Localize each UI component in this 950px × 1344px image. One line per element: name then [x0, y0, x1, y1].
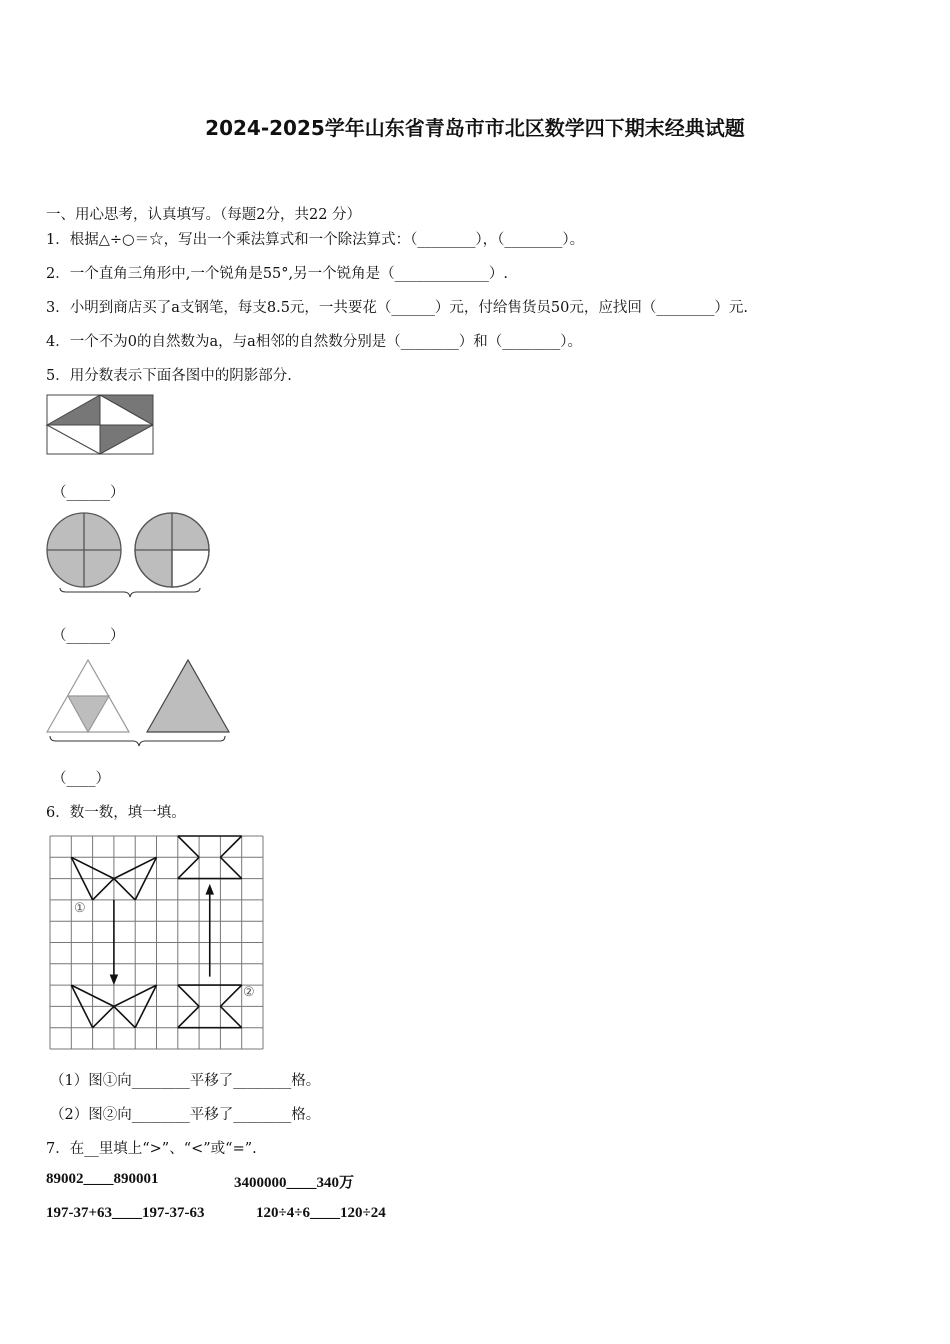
page-title: 2024-2025学年山东省青岛市市北区数学四下期末经典试题	[205, 116, 745, 140]
answer-blank-1[interactable]: （______）	[52, 485, 125, 501]
bowtie-shape	[220, 1006, 241, 1027]
bowtie-shape	[178, 857, 199, 878]
bowtie-shape	[178, 985, 199, 1006]
butterfly-shape	[93, 1006, 114, 1027]
triangles-figure	[47, 660, 229, 746]
question-1: 1．根据△÷○＝☆，写出一个乘法算式和一个除法算式：（________），（________）。	[46, 232, 585, 248]
butterfly-shape	[114, 879, 135, 900]
circles-figure	[47, 513, 209, 597]
arrow-head-icon	[110, 974, 119, 985]
answer-blank-2[interactable]: （______）	[52, 628, 125, 644]
question-7: 7．在__里填上“>”、“<”或“=”.	[46, 1141, 257, 1157]
bowtie-shape	[178, 1006, 199, 1027]
compare-item: 89002____890001	[46, 1171, 159, 1187]
butterfly-shape	[114, 1006, 135, 1027]
bowtie-shape	[178, 836, 199, 857]
compare-item: 120÷4÷6____120÷24	[256, 1205, 386, 1221]
translation-grid	[50, 836, 263, 1049]
question-4: 4．一个不为0的自然数为a，与a相邻的自然数分别是（________）和（________）。	[46, 334, 582, 350]
section-heading: 一、用心思考，认真填写。（每题2分，共22 分）	[46, 207, 362, 223]
bowtie-shape	[220, 985, 241, 1006]
question-6-part-1: （1）图①向________平移了________格。	[50, 1073, 321, 1089]
answer-blank-3[interactable]: （____）	[52, 771, 110, 787]
compare-item: 197-37+63____197-37-63	[46, 1205, 205, 1221]
shape-label-2: ②	[243, 985, 255, 1000]
butterfly-shape	[93, 879, 114, 900]
arrow-head-icon	[205, 884, 214, 895]
compare-item: 3400000____340万	[234, 1175, 355, 1191]
bowtie-shape	[220, 857, 241, 878]
question-5: 5．用分数表示下面各图中的阴影部分.	[46, 368, 292, 384]
question-6-part-2: （2）图②向________平移了________格。	[50, 1107, 321, 1123]
rectangle-figure	[47, 395, 153, 454]
question-3: 3．小明到商店买了a支钢笔，每支8.5元，一共要花（______）元，付给售货员50元，应找回（________）元.	[46, 300, 748, 316]
bowtie-shape	[220, 836, 241, 857]
question-6: 6．数一数，填一填。	[46, 805, 186, 821]
shape-label-1: ①	[74, 901, 86, 916]
question-2: 2．一个直角三角形中,一个锐角是55°,另一个锐角是（_____________）.	[46, 266, 509, 282]
